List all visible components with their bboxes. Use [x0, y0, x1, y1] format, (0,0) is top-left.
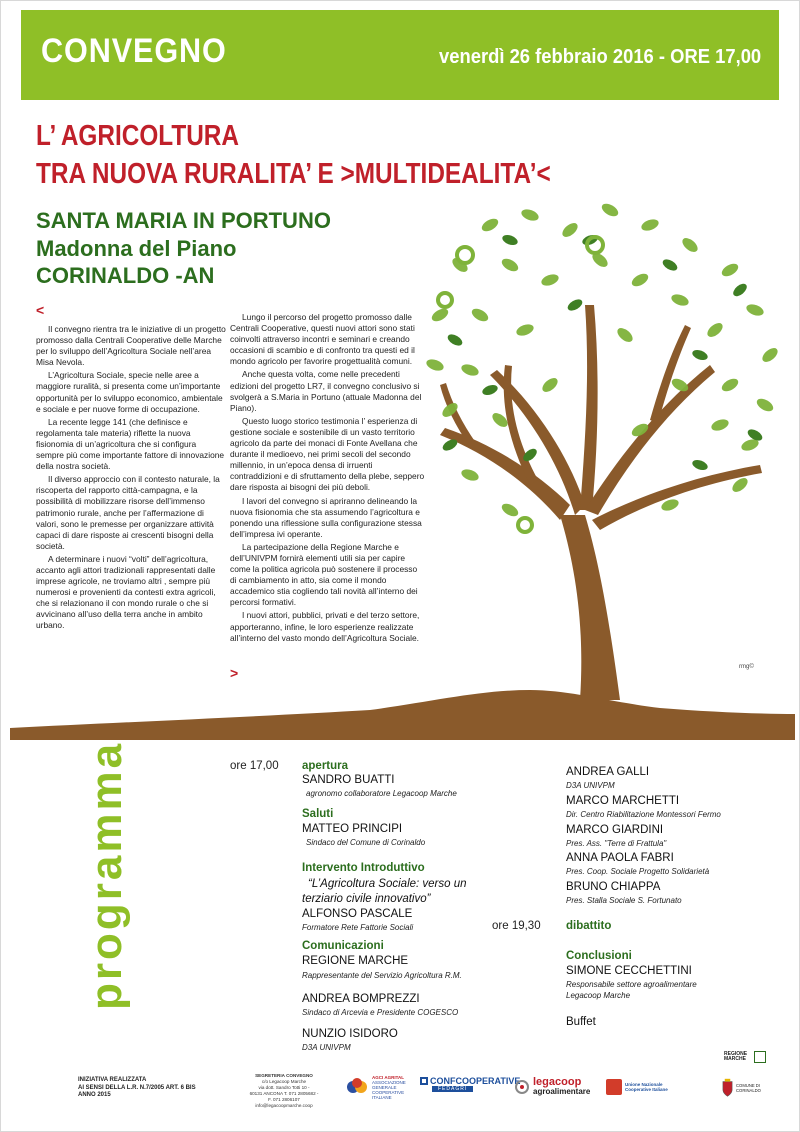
location-line-3: CORINALDO -AN [36, 263, 215, 288]
event-date: venerdì 26 febbraio 2016 - ORE 17,00 [438, 46, 761, 68]
town-crest-icon [722, 1078, 733, 1098]
close-mark: > [230, 665, 239, 681]
comune-logo [722, 1076, 782, 1100]
section-comunicazioni: Comunicazioni [302, 940, 384, 952]
regione-marche-logo [724, 1050, 776, 1064]
agci-subtitle: GENERALE [372, 1084, 397, 1090]
talk-title-line-2: terziario civile innovativo” [302, 893, 431, 905]
speaker-name: REGIONE MARCHE [302, 955, 409, 967]
speaker-name: ANDREA BOMPREZZI [302, 993, 420, 1005]
speaker-role: Formatore Rete Fattorie Sociali [302, 923, 414, 932]
unci-line: Unione Nazionale [625, 1081, 663, 1087]
speaker-role: Rappresentante del Servizio Agricoltura R.M. [302, 971, 462, 980]
speaker-role: D3A UNIVPM [302, 1043, 351, 1052]
speaker-name: MARCO MARCHETTI [566, 795, 680, 807]
body-paragraph: Il diverso approccio con il contesto naturale, la riscoperta del rapporto città-campagna, e la possibilità di mobilizzare risorse dell’immenso patrimonio rurale, anche per l’affermazione di valori, sono le premesse per organizzare attività capaci di dare risposte ai crescenti bisogni della società. [36, 474, 220, 551]
time-start: ore 17,00 [230, 760, 279, 772]
agci-emblem-icon [346, 1076, 370, 1098]
confco-name: CONFCOOPERATIVE [430, 1076, 521, 1086]
secretariat-block [248, 1073, 320, 1109]
body-paragraph: I lavori del convegno si apriranno delineando la nuova fisionomia che sta assumendo l’agricoltura e ponendo una riflessione sulla configurazione stessa dell’impresa ivi operante. [230, 495, 422, 539]
speaker-role: Dir. Centro Riabilitazione Montessori Fermo [566, 810, 721, 819]
confcooperative-logo [420, 1076, 521, 1098]
speaker-name: SIMONE CECCHETTINI [566, 965, 692, 977]
secretariat-line: 60131 ANCONA T. 071 2805682 - F. 071 2806107 [249, 1091, 319, 1102]
speaker-name: SANDRO BUATTI [302, 774, 395, 786]
unci-logo [606, 1076, 686, 1098]
open-mark: < [36, 302, 45, 318]
body-paragraph: L’Agricoltura Sociale, specie nelle aree a maggiore ruralità, si presenta come un’importante opportunità per lo sviluppo economico, ambientale e sociale e per nuove forme di occupazione. [36, 370, 223, 414]
unci-line: Cooperative Italiane [625, 1087, 668, 1092]
body-paragraph: Il convegno rientra tra le iniziative di un progetto promosso dalla Centrali Cooperative delle Marche per lo sviluppo dell’Agricoltura Sociale nell’area Misa Nevola. [36, 324, 226, 368]
section-intervento: Intervento Introduttivo [302, 862, 425, 874]
body-paragraph: Anche questa volta, come nelle precedenti edizioni del progetto LR7, il convegno conclusivo si svolgerà a S.Maria in Portuno (attuale Madonna del Piano). [230, 369, 422, 413]
speaker-name: MATTEO PRINCIPI [302, 823, 403, 835]
time-debate: ore 19,30 [492, 920, 541, 932]
law-note [78, 1077, 196, 1100]
confco-square-icon [420, 1077, 428, 1085]
regione-name: REGIONE MARCHE [724, 1050, 748, 1062]
header-band [21, 10, 779, 100]
section-conclusioni: Conclusioni [566, 950, 632, 962]
body-paragraph: La partecipazione della Regione Marche e dell’UNIVPM fornirà elementi utili sia per capire come la politica agricola può sostenere il processo di cambiamento in atto, sia come il mondo accademico stia cogliendo tali novità all’interno dei percorsi formativi. [230, 541, 418, 608]
tree-illustration [410, 185, 790, 715]
legacoop-sector: agroalimentare [533, 1087, 591, 1096]
speaker-name: NUNZIO ISIDORO [302, 1028, 398, 1040]
speaker-name: ALFONSO PASCALE [302, 908, 413, 920]
agci-logo [346, 1074, 414, 1100]
speaker-role: Pres. Ass. "Terre di Frattula" [566, 839, 667, 848]
location-line-1: SANTA MARIA IN PORTUNO [36, 208, 331, 233]
secretariat-title: SEGRETERIA CONVEGNO [255, 1073, 313, 1078]
speaker-role: Legacoop Marche [566, 991, 631, 1000]
speaker-role: D3A UNIVPM [566, 781, 615, 790]
body-paragraph: Lungo il percorso del progetto promosso dalle Centrali Cooperative, questi nuovi attori sono stati coinvolti attraverso incontri e seminari e creando occasioni di scambio e di confronto tra questi ed il mondo agricolo per favorire progettualità comuni. [230, 312, 415, 367]
illustration-credit: rmg© [739, 664, 754, 670]
fedagri-name: FEDAGRI [432, 1086, 473, 1092]
speaker-role: Pres. Stalla Sociale S. Fortunato [566, 896, 682, 905]
location-line-2: Madonna del Piano [36, 236, 237, 261]
speaker-role: Responsabile settore agroalimentare [566, 980, 697, 989]
legacoop-logo [514, 1075, 594, 1099]
speaker-name: ANNA PAOLA FABRI [566, 852, 674, 864]
body-column-2 [230, 312, 425, 646]
section-saluti: Saluti [302, 808, 334, 820]
secretariat-line: via dott. Sandro Totti 10 - [258, 1085, 310, 1090]
agci-subtitle: COOPERATIVE [372, 1089, 405, 1095]
body-column-1 [36, 324, 226, 634]
secretariat-line: c/o Legacoop Marche [261, 1079, 307, 1084]
comune-name: COMUNE DI CORINALDO [736, 1083, 761, 1093]
body-paragraph: Questo luogo storico testimonia l’ esperienza di gestione sociale e sostenibile di un vasto territorio agricolo da parte dei monaci di Fonte Avellana che durante il medioevo, nei primi secoli del secondo millennio, in un’epoca densa di irruenti contraddizioni e di sfruttamento della plebe, seppero dare risposta ai bisogni dei più deboli. [230, 415, 425, 493]
speaker-role: Pres. Coop. Sociale Progetto Solidarietà [566, 867, 710, 876]
speaker-role: Sindaco del Comune di Corinaldo [306, 838, 426, 847]
body-paragraph: I nuovi attori, pubblici, privati e del terzo settore, apporteranno, infine, le loro esperienze realizzate all’interno del vasto mondo dell’Agricoltura Sociale. [230, 610, 420, 643]
section-dibattito: dibattito [566, 920, 612, 932]
law-line: AI SENSI DELLA L.R. N.7/2005 ART. 6 BIS [78, 1084, 196, 1091]
unci-emblem-icon [606, 1079, 622, 1095]
agci-subtitle: ITALIANE [372, 1094, 392, 1100]
event-label: CONVEGNO [41, 32, 227, 70]
speaker-name: MARCO GIARDINI [566, 824, 664, 836]
program-heading: programma [82, 740, 131, 1010]
law-line: ANNO 2015 [78, 1092, 111, 1098]
title-line-2: TRA NUOVA RURALITA’ E >MULTIDEALITA’< [36, 158, 551, 190]
agci-subtitle: ASSOCIAZIONE [372, 1079, 406, 1085]
buffet-label: Buffet [566, 1016, 596, 1028]
legacoop-name: legacoop [533, 1076, 582, 1088]
legacoop-swirl-icon [514, 1079, 530, 1095]
law-line: INIZIATIVA REALIZZATA [78, 1077, 147, 1083]
secretariat-line: info@legacoopmarche.coop [255, 1103, 313, 1108]
title-line-1: L’ AGRICOLTURA [36, 120, 240, 152]
agci-name: AGCI AGRITAL [372, 1074, 404, 1080]
speaker-name: ANDREA GALLI [566, 766, 650, 778]
regione-emblem-icon [754, 1051, 766, 1063]
body-paragraph: A determinare i nuovi “volti” dell’agricoltura, accanto agli attori tradizionali rappresentati dalle imprese agricole, ne troviamo altri , sempre più numerosi e provenienti da contesti extra agricoli, che si relazionano il con mondo rurale o che si avvicinano all’uso della terra anche in ambito urbano. [36, 553, 216, 631]
speaker-role: agronomo collaboratore Legacoop Marche [306, 789, 457, 798]
speaker-role: Sindaco di Arcevia e Presidente COGESCO [302, 1008, 459, 1017]
body-paragraph: La recente legge 141 (che definisce e regolamenta tale materia) riflette la nuova fisionomia di un’agricoltura che si configura sempre più come importante fattore di innovazione della nostra società. [36, 416, 225, 472]
talk-title-line-1: “L’Agricoltura Sociale: verso un [308, 878, 467, 890]
section-apertura: apertura [302, 760, 349, 772]
speaker-name: BRUNO CHIAPPA [566, 881, 661, 893]
